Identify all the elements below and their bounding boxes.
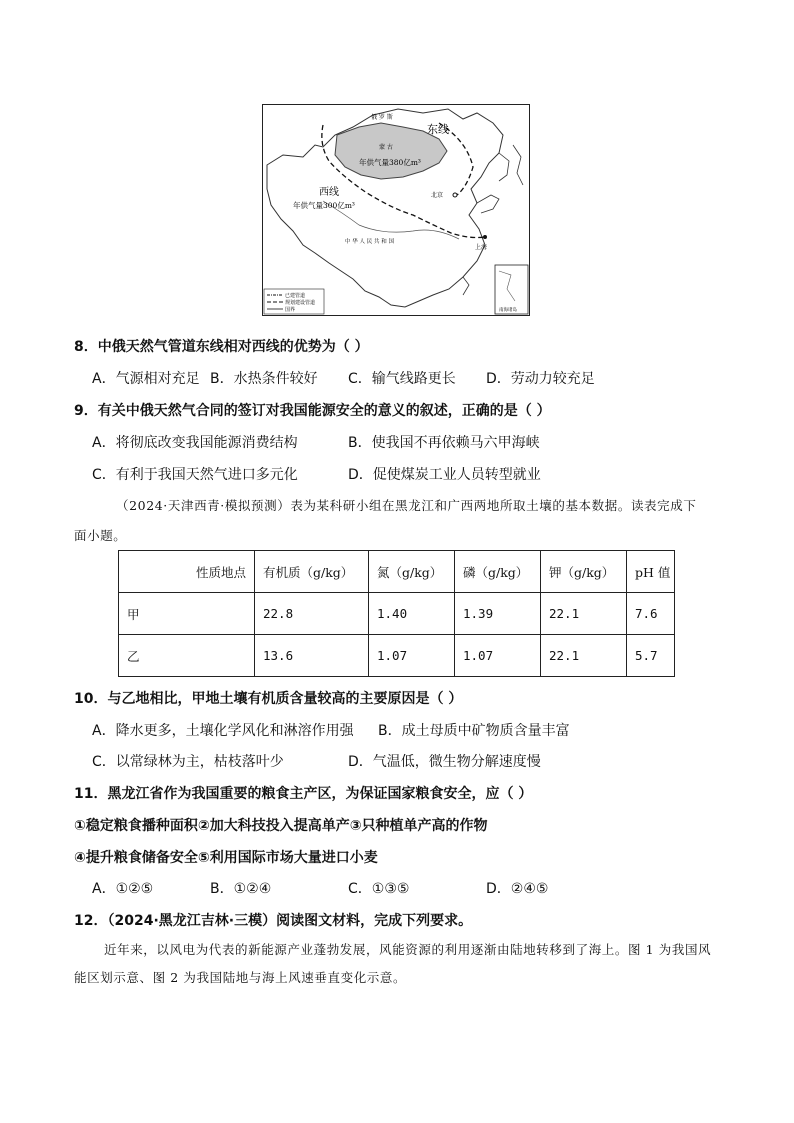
table-header-cell: 氮（g/kg） <box>369 551 455 593</box>
legend-built-pipeline: 已建管道 <box>285 293 306 299</box>
q9-option-c: C．有利于我国天然气进口多元化 <box>92 467 298 483</box>
q10-option-a: A．降水更多，土壤化学风化和淋溶作用强 <box>92 723 354 739</box>
q10-option-c: C．以常绿林为主，枯枝落叶少 <box>92 754 284 770</box>
q12-paragraph: 近年来，以风电为代表的新能源产业蓬勃发展，风能资源的利用逐渐由陆地转移到了海上。图 1 为我国风能区划示意、图 2 为我国陆地与海上风速垂直变化示意。 <box>74 942 712 985</box>
q11-option-b: B．①②④ <box>210 881 272 897</box>
table-header-cell: 钾（g/kg） <box>541 551 627 593</box>
map-label-mongolia: 蒙 古 <box>379 144 393 151</box>
q8-option-c: C．输气线路更长 <box>348 371 456 387</box>
q8-stem: 8．中俄天然气管道东线相对西线的优势为（ ） <box>74 339 369 355</box>
pipeline-map <box>262 104 530 316</box>
table-cell: 1.40 <box>369 593 455 635</box>
table-cell: 5.7 <box>627 635 675 677</box>
q9-option-a: A．将彻底改变我国能源消费结构 <box>92 435 298 451</box>
table-cell: 乙 <box>119 635 255 677</box>
q9-stem: 9．有关中俄天然气合同的签订对我国能源安全的意义的叙述，正确的是（ ） <box>74 403 551 419</box>
intro-line1 <box>116 496 696 514</box>
map-label-shanghai: 上海 <box>475 244 488 251</box>
legend-border: 国界 <box>285 307 296 313</box>
q11-statements-line1: ①稳定粮食播种面积②加大科技投入提高单产③只种植单产高的作物 <box>74 818 488 834</box>
table-header-cell: 性质地点 <box>119 551 255 593</box>
inset-label: 南海诸岛 <box>499 308 517 313</box>
q11-option-c: C．①③⑤ <box>348 881 410 897</box>
table-header-row <box>119 551 675 593</box>
table-cell: 13.6 <box>255 635 369 677</box>
map-label-beijing: 北京 <box>431 192 444 199</box>
intro-text: 表为某科研小组在黑龙江和广西两地所取土壤的基本数据。读表完成下 <box>290 498 697 513</box>
q9-option-d: D．促使煤炭工业人员转型就业 <box>348 467 541 483</box>
q12-stem: 12．（2024·黑龙江吉林·三模）阅读图文材料，完成下列要求。 <box>74 913 473 929</box>
table-cell: 1.07 <box>369 635 455 677</box>
table-cell: 22.1 <box>541 593 627 635</box>
legend-planned-pipeline: 规划建设管道 <box>285 300 316 306</box>
map-label-gas-east: 年供气量380亿m³ <box>359 158 421 167</box>
map-label-west-line: 西线 <box>319 187 339 198</box>
q10-option-b: B．成土母质中矿物质含量丰富 <box>378 723 570 739</box>
table-cell: 7.6 <box>627 593 675 635</box>
intro-line2: 面小题。 <box>74 528 127 543</box>
q9-option-b: B．使我国不再依赖马六甲海峡 <box>348 435 540 451</box>
table-cell: 22.8 <box>255 593 369 635</box>
q11-option-a: A．①②⑤ <box>92 881 154 897</box>
q11-statements-line2: ④提升粮食储备安全⑤利用国际市场大量进口小麦 <box>74 850 378 866</box>
intro-source: （2024·天津西青·模拟预测） <box>116 498 291 513</box>
map-label-east-line: 东线 <box>427 123 449 136</box>
table-header-cell: 磷（g/kg） <box>455 551 541 593</box>
table-row <box>119 593 675 635</box>
table-row <box>119 635 675 677</box>
map-label-gas-west: 年供气量300亿m³ <box>293 201 355 210</box>
table-cell: 22.1 <box>541 635 627 677</box>
q8-option-d: D．劳动力较充足 <box>486 371 595 387</box>
table-header-cell: 有机质（g/kg） <box>255 551 369 593</box>
map-label-russia: 俄 罗 斯 <box>371 114 393 121</box>
map-label-china: 中 华 人 民 共 和 国 <box>345 239 394 245</box>
q11-stem: 11．黑龙江省作为我国重要的粮食主产区，为保证国家粮食安全，应（ ） <box>74 786 533 802</box>
q10-stem: 10．与乙地相比，甲地土壤有机质含量较高的主要原因是（ ） <box>74 691 463 707</box>
soil-table <box>118 550 675 677</box>
table-cell: 1.39 <box>455 593 541 635</box>
q8-option-a: A．气源相对充足 <box>92 371 200 387</box>
q10-option-d: D．气温低，微生物分解速度慢 <box>348 754 541 770</box>
pipeline-map-drawing <box>263 105 529 315</box>
table-header-cell: pH 值 <box>627 551 675 593</box>
table-cell: 甲 <box>119 593 255 635</box>
table-cell: 1.07 <box>455 635 541 677</box>
q8-option-b: B．水热条件较好 <box>210 371 318 387</box>
q11-option-d: D．②④⑤ <box>486 881 549 897</box>
